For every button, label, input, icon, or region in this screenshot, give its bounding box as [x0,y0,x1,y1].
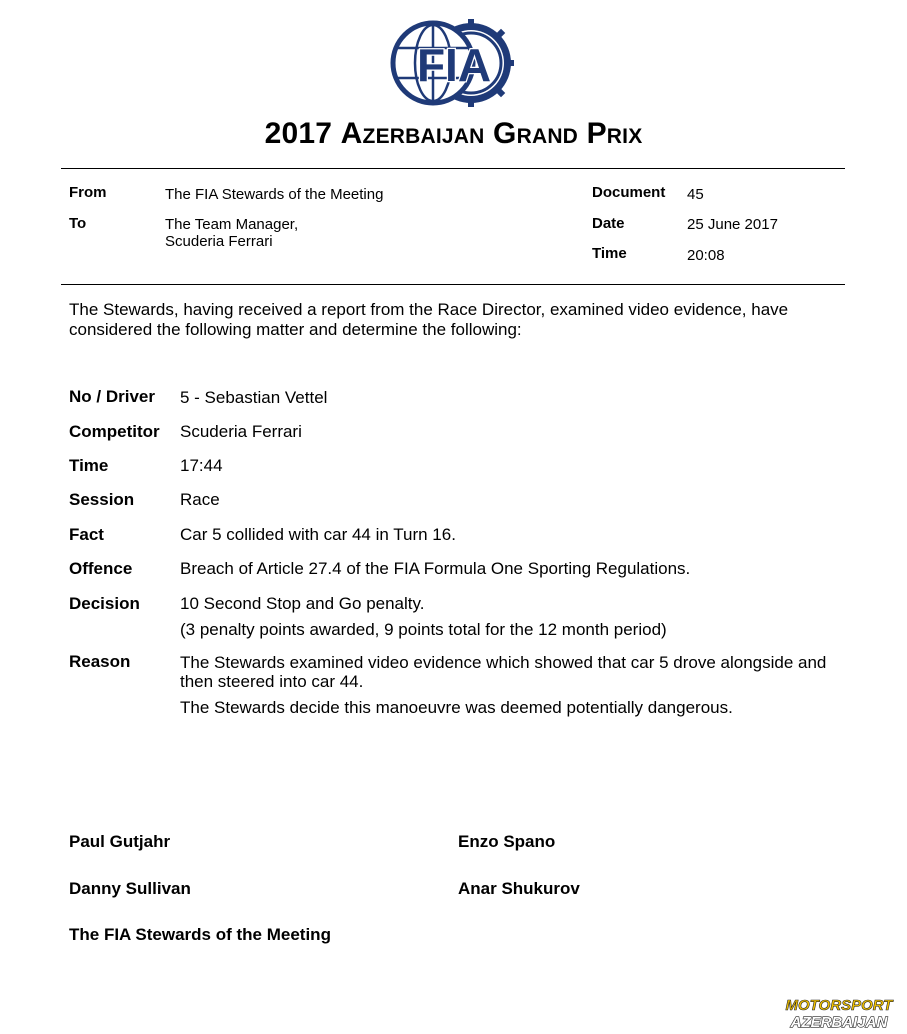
competitor-label: Competitor [69,422,160,441]
decision-value: 10 Second Stop and Go penalty. [180,594,425,613]
title-event: Azerbaijan Grand Prix [340,117,643,150]
to-value-line1: The Team Manager, [165,216,299,233]
document-label: Document [592,184,666,201]
signatory-4: Anar Shukurov [458,879,580,898]
signatory-3: Danny Sullivan [69,879,191,898]
watermark-line-1: MOTORSPORT [785,997,893,1014]
time-label: Time [592,245,627,262]
driver-label: No / Driver [69,387,155,406]
to-label: To [69,215,87,232]
fact-value: Car 5 collided with car 44 in Turn 16. [180,525,456,544]
title-year: 2017 [264,117,333,150]
from-value: The FIA Stewards of the Meeting [165,186,384,203]
session-label: Session [69,490,135,509]
from-label: From [69,184,107,201]
reason-line-3: The Stewards decide this manoeuvre was deemed potentially dangerous. [180,698,733,717]
driver-value: 5 - Sebastian Vettel [180,388,328,407]
watermark-line-2: AZERBAIJAN [790,1014,888,1030]
decision-label: Decision [69,594,140,613]
competitor-value: Scuderia Ferrari [180,422,302,441]
intro-line-1: The Stewards, having received a report from the Race Director, examined video evidence, have [69,300,789,319]
page-title [0,117,907,151]
document-value: 45 [687,186,704,203]
signatory-1: Paul Gutjahr [69,832,171,851]
intro-paragraph [69,300,839,340]
signatory-2: Enzo Spano [458,832,556,851]
offence-label: Offence [69,559,133,578]
fact-label: Fact [69,525,104,544]
intro-line-2: considered the following matter and determine the following: [69,320,522,339]
offence-value: Breach of Article 27.4 of the FIA Formula One Sporting Regulations. [180,559,691,578]
date-value: 25 June 2017 [687,216,778,233]
to-value-line2: Scuderia Ferrari [165,233,273,250]
stewards-footer: The FIA Stewards of the Meeting [69,925,331,944]
session-value: Race [180,490,220,509]
incident-time-label: Time [69,456,109,475]
fia-logo-text: FIA [416,39,492,91]
incident-time-value: 17:44 [180,456,223,475]
header-top-rule [61,168,845,169]
fia-logo [388,18,518,108]
motorsport-azerbaijan-watermark [775,995,903,1030]
decision-note: (3 penalty points awarded, 9 points total for the 12 month period) [180,620,667,639]
date-label: Date [592,215,625,232]
reason-line-2: then steered into car 44. [180,672,364,691]
header-bottom-rule [61,284,845,285]
reason-label: Reason [69,652,131,671]
reason-line-1: The Stewards examined video evidence which showed that car 5 drove alongside and [180,653,827,672]
time-value: 20:08 [687,247,725,264]
